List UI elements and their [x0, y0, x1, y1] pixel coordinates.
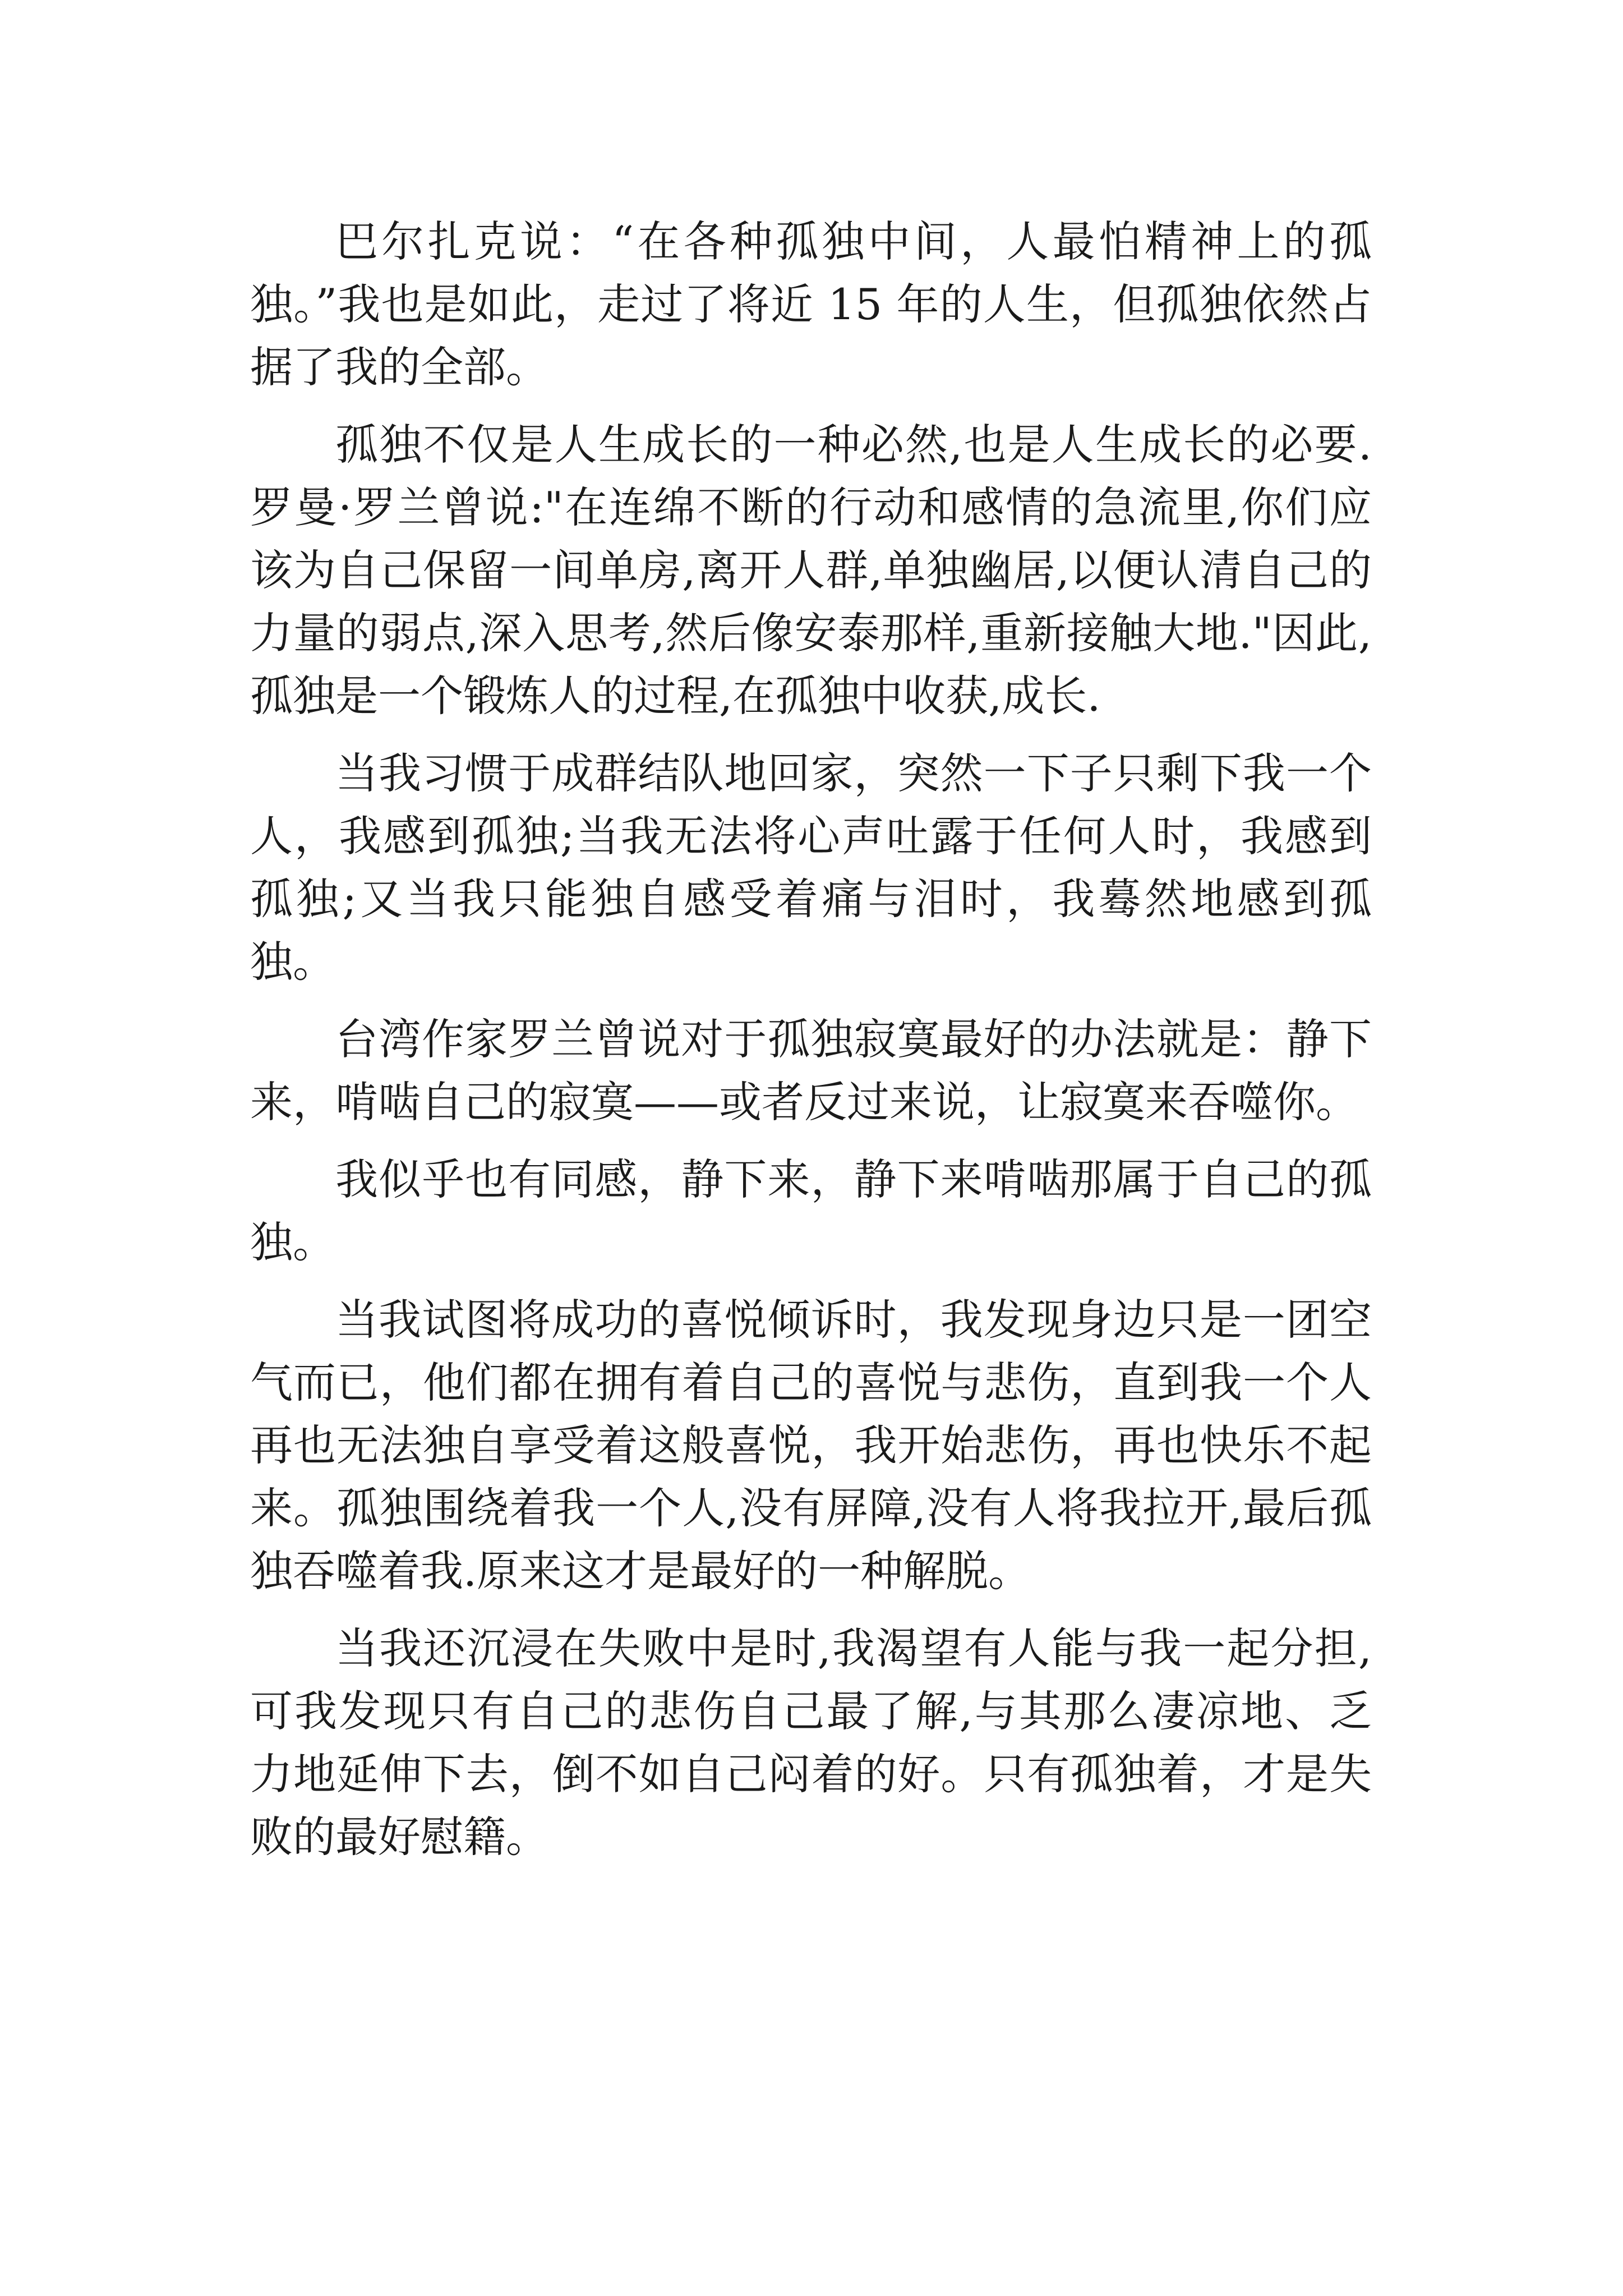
paragraph-7: 当我还沉浸在失败中是时,我渴望有人能与我一起分担,可我发现只有自己的悲伤自己最了解,与其那么凄凉地、乏力地延伸下去，倒不如自己闷着的好。只有孤独着，才是失败的最好慰籍。	[250, 1623, 1372, 1862]
paragraph-2: 孤独不仅是人生成长的一种必然,也是人生成长的必要.罗曼·罗兰曾说:"在连绵不断的行动和感情的急流里,你们应该为自己保留一间单房,离开人群,单独幽居,以便认清自己的力量的弱点,深入思考,然后像安泰那样,重新接触大地."因此,孤独是一个锻炼人的过程,在孤独中收获,成长.	[250, 420, 1372, 721]
paragraph-6: 当我试图将成功的喜悦倾诉时，我发现身边只是一团空气而已，他们都在拥有着自己的喜悦与悲伤，直到我一个人再也无法独自享受着这般喜悦，我开始悲伤，再也快乐不起来。孤独围绕着我一个人,没有屏障,没有人将我拉开,最后孤独吞噬着我.原来这才是最好的一种解脱。	[250, 1295, 1372, 1596]
paragraph-3: 当我习惯于成群结队地回家，突然一下子只剩下我一个人，我感到孤独;当我无法将心声吐露于任何人时，我感到孤独;又当我只能独自感受着痛与泪时，我蓦然地感到孤独。	[250, 748, 1372, 987]
paragraph-5: 我似乎也有同感，静下来，静下来啃啮那属于自己的孤独。	[250, 1154, 1372, 1267]
paragraph-1: 巴尔扎克说：“在各种孤独中间，人最怕精神上的孤独。”我也是如此，走过了将近 15 年的人生，但孤独依然占据了我的全部。	[250, 217, 1372, 392]
paragraph-4: 台湾作家罗兰曾说对于孤独寂寞最好的办法就是：静下来，啃啮自己的寂寞——或者反过来说，让寂寞来吞噬你。	[250, 1014, 1372, 1127]
document-body	[250, 210, 1372, 1869]
